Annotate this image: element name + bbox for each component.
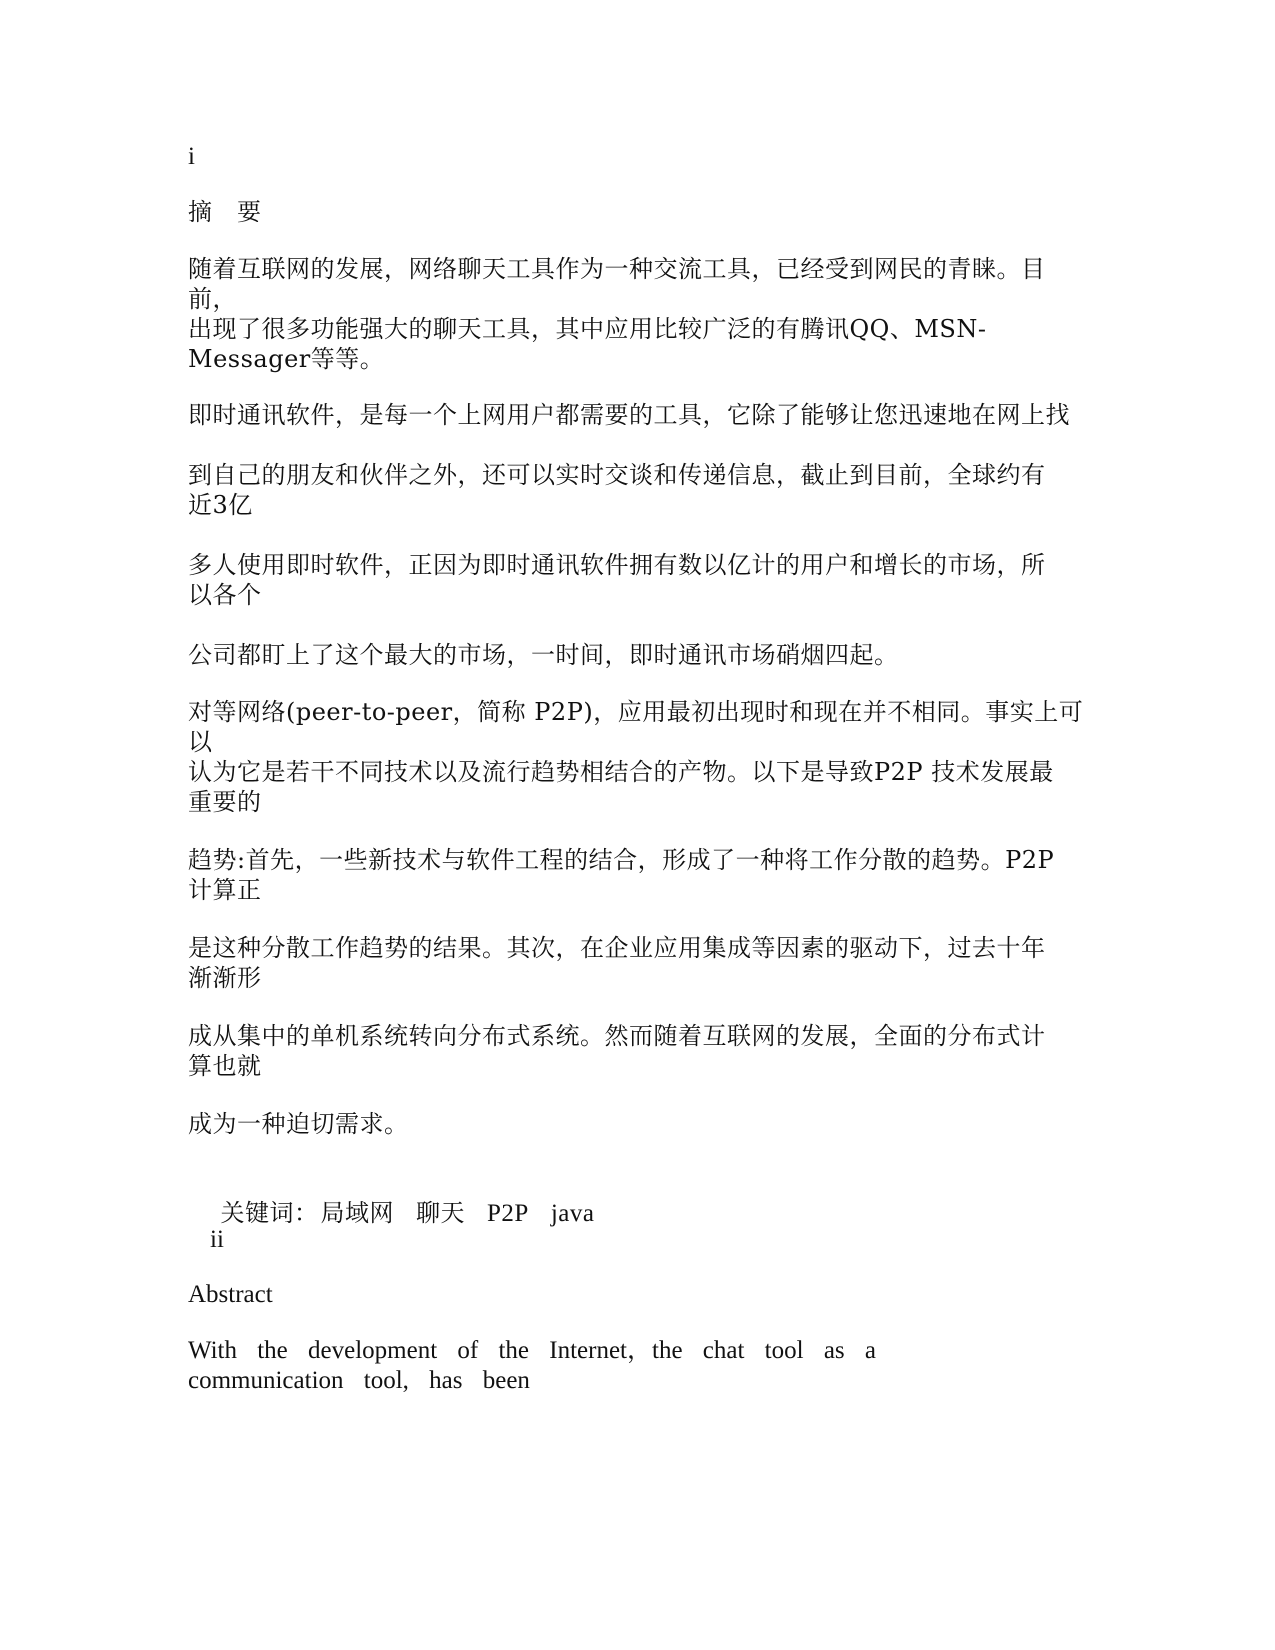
english-abstract-heading: Abstract [188,1281,273,1308]
keyword-item: 聊天 [416,1199,466,1227]
cn-paragraph-line-9: 趋势:首先，一些新技术与软件工程的结合，形成了一种将工作分散的趋势。P2P 计算正 [188,846,1063,904]
cn-paragraph-line-3: 即时通讯软件，是每一个上网用户都需要的工具，它除了能够让您迅速地在网上找 [188,401,1070,429]
cn-paragraph-line-5: 多人使用即时软件，正因为即时通讯软件拥有数以亿计的用户和增长的市场，所以各个 [188,551,1046,609]
keyword-item: 局域网 [320,1199,395,1227]
cn-paragraph-line-7: 对等网络(peer-to-peer，简称 P2P)，应用最初出现时和现在并不相同。事实上可以 [188,698,1084,756]
chinese-abstract-heading: 摘 要 [188,198,262,226]
keyword-item: java [550,1200,595,1227]
en-paragraph-line-1: With the development of the Internet，the chat tool as a communication tool, has been [188,1337,897,1394]
cn-paragraph-line-6: 公司都盯上了这个最大的市场，一时间，即时通讯市场硝烟四起。 [188,641,899,669]
page-number-ii: ii [210,1226,224,1253]
cn-paragraph-line-2: 出现了很多功能强大的聊天工具，其中应用比较广泛的有腾讯QQ、MSN-Messager等等。 [188,315,987,373]
page-number-i: i [188,143,195,170]
cn-paragraph-line-4: 到自己的朋友和伙伴之外，还可以实时交谈和传递信息，截止到目前，全球约有近3亿 [188,461,1046,519]
cn-paragraph-line-8: 认为它是若干不同技术以及流行趋势相结合的产物。以下是导致P2P 技术发展最重要的 [188,758,1054,816]
cn-paragraph-line-1: 随着互联网的发展，网络聊天工具作为一种交流工具，已经受到网民的青睐。目前， [188,255,1046,313]
cn-paragraph-line-12: 成为一种迫切需求。 [188,1110,409,1138]
keyword-item: P2P [487,1200,529,1227]
keywords-label: 关键词： [220,1199,319,1227]
cn-paragraph-line-11: 成从集中的单机系统转向分布式系统。然而随着互联网的发展，全面的分布式计算也就 [188,1022,1046,1080]
cn-paragraph-line-10: 是这种分散工作趋势的结果。其次，在企业应用集成等因素的驱动下，过去十年渐渐形 [188,934,1046,992]
